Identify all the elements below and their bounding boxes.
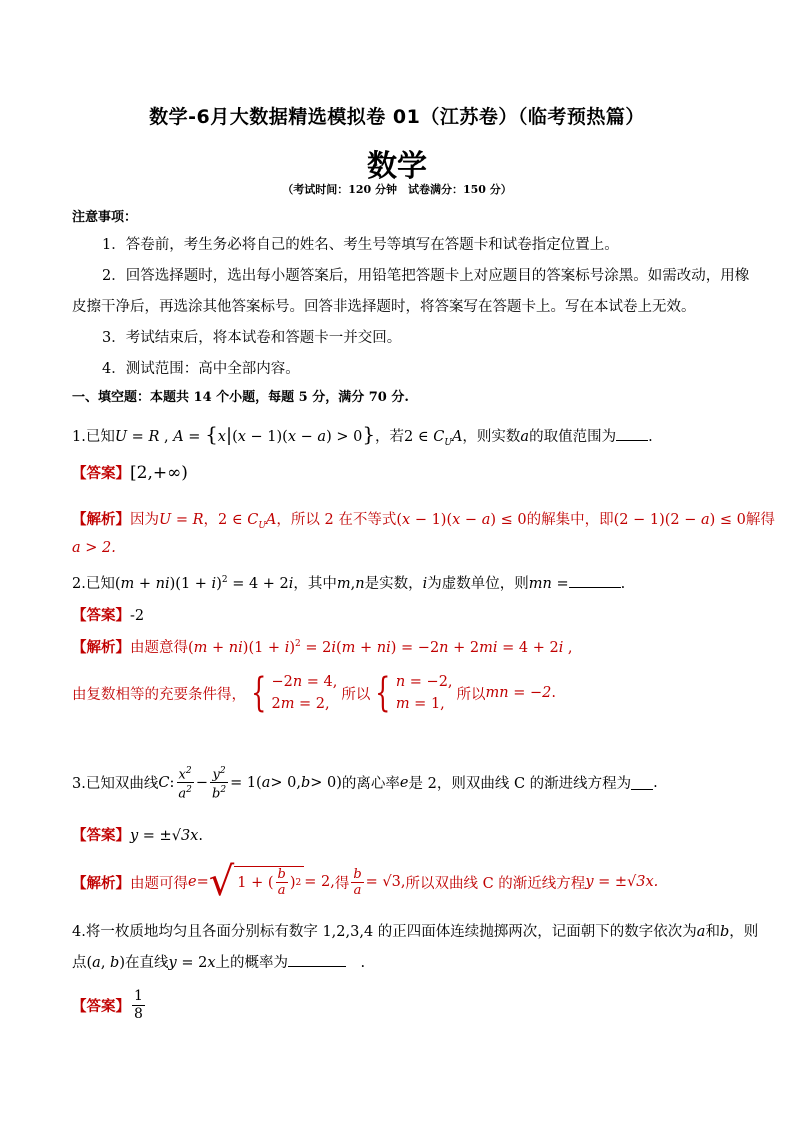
question-1: 1.已知U = R , A = {x|(x − 1)(x − a) > 0}，若2 ∈ $C_UA$，则实数a的取值范围为 . — [72, 422, 653, 448]
notice-item-2-line2: 皮擦干净后，再选涂其他答案标号。回答非选择题时，将答案写在答题卡上。写在本试卷上无效。 — [72, 299, 696, 315]
exam-info: （考试时间：120 分钟 试卷满分：150 分） — [282, 183, 512, 196]
analysis-1: 【解析】因为U = R，2 ∈ $C_UA$，所以 2 在不等式(x − 1)(x − a) ≤ 0的解集中，即(2 − 1)(2 − a) ≤ 0解得 — [72, 511, 775, 531]
notice-item-2-line1: 2．回答选择题时，选出每小题答案后，用铅笔把答题卡上对应题目的答案标号涂黑。如需改动，用橡 — [102, 268, 750, 284]
notice-item-1: 1．答卷前，考生务必将自己的姓名、考生号等填写在答题卡和试卷指定位置上。 — [102, 237, 619, 253]
notice-item-4: 4．测试范围：高中全部内容。 — [102, 361, 300, 377]
document-title: 数学-6月大数据精选模拟卷 01（江苏卷）（临考预热篇） — [149, 106, 645, 128]
subject-heading: 数学 — [367, 149, 427, 184]
question-3: 3.已知双曲线 C : $\frac{x^2}{a^2}$ − $\frac{y^2}{b^2}$ = 1( a > 0, b > 0) 的离心率 e 是 2，则双曲线 C 的渐进线方程为 . — [72, 766, 658, 802]
analysis-2: 【解析】由题意得$(m + ni)(1 + i)^2 = 2i(m + ni) = -2n + 2mi = 4 + 2i$ , — [72, 639, 573, 656]
answer-1: 【答案】[2,+∞) — [72, 463, 188, 483]
notice-item-3: 3．考试结束后，将本试卷和答题卡一并交回。 — [102, 330, 402, 346]
question-4-line1: 4.将一枚质地均匀且各面分别标有数字 1,2,3,4 的正四面体连续抛掷两次，记面朝下的数字依次为a和b，则 — [72, 924, 759, 940]
question-4-line2: 点(a, b)在直线y = 2x上的概率为 . — [72, 951, 365, 972]
answer-4: 【答案】 $\frac{1}{8}$ — [72, 988, 143, 1022]
answer-3: 【答案】y = ±√3x. — [72, 827, 203, 844]
analysis-3: 【解析】 由题可得 e = √ 1 + ( $\frac{b}{a}$ ) 2 = 2, 得 $\frac{b}{a}$ = √3, 所以双曲线 C 的渐近线方程 y = ±√3x. — [72, 859, 659, 905]
notice-heading: 注意事项： — [72, 210, 138, 225]
section-heading: 一、填空题：本题共 14 个小题，每题 5 分，满分 70 分. — [72, 390, 409, 405]
analysis-1-line2: a > 2. — [72, 540, 116, 556]
question-2: 2.已知$(m + ni)(1 + i)^2 = 4 + 2i$，其中m,n是实数，i为虚数单位，则mn = . — [72, 572, 625, 593]
answer-2: 【答案】-2 — [72, 607, 145, 624]
analysis-2-line2: 由复数相等的充要条件得， { −2n = 4, 2m = 2, 所以 { n = −2, m = 1, 所以 mn = −2 . — [72, 670, 556, 716]
